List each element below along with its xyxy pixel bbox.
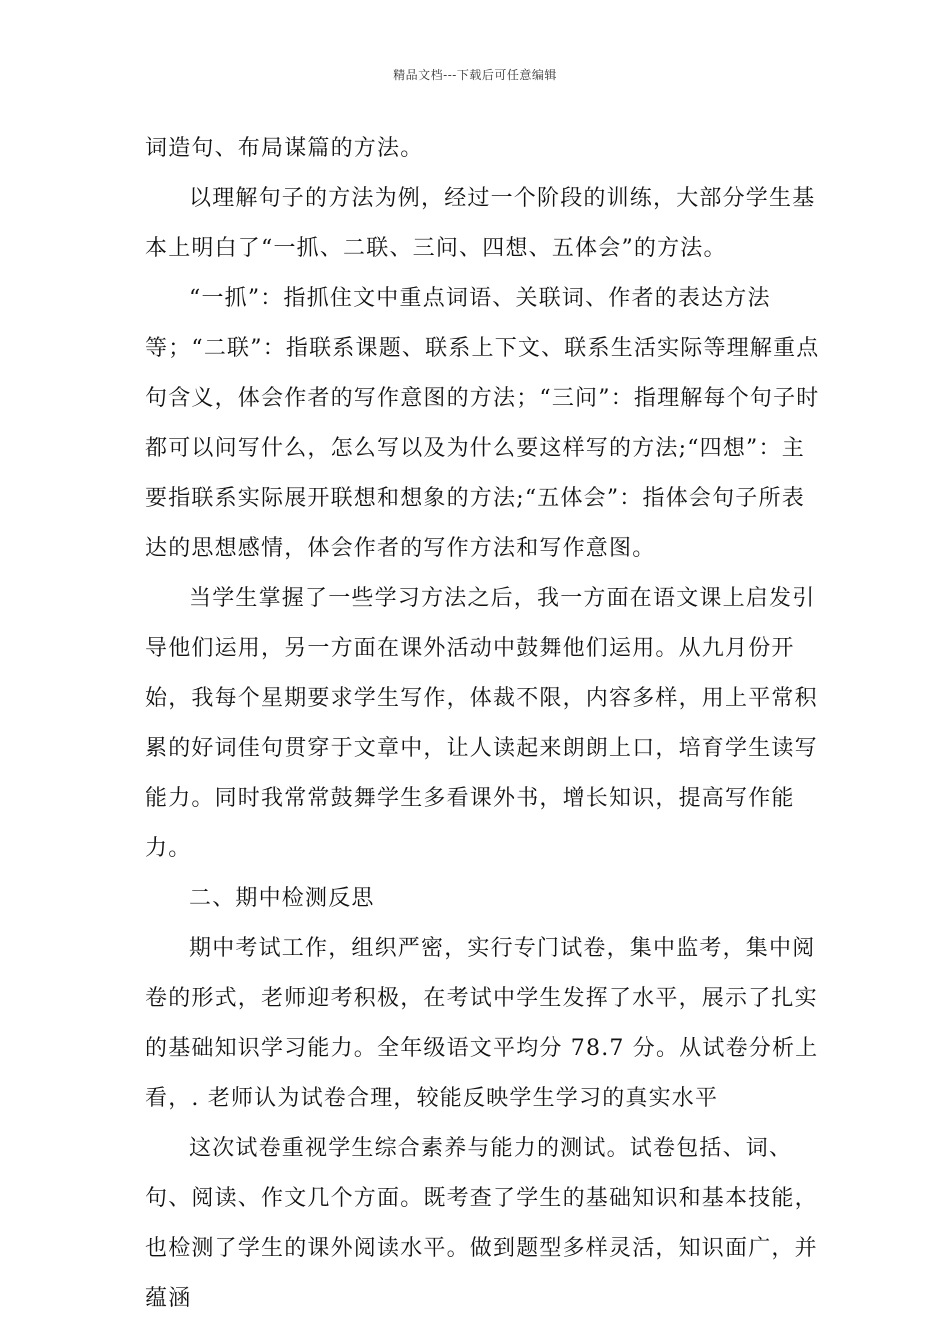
paragraph-continuation: 词造句、布局谋篇的方法。 [145, 136, 424, 161]
document-body [145, 124, 825, 1324]
paragraph: “一抓”：指抓住文中重点词语、关联词、作者的表达方法等；“二联”：指联系课题、联系上下文、联系生活实际等理解重点句含义，体会作者的写作意图的方法；“三问”：指理解每个句子时都可以问写什么，怎么写以及为什么要这样写的方法;“四想”：主要指联系实际展开联想和想象的方法;“五体会”：指体会句子所表达的思想感情，体会作者的写作方法和写作意图。 [145, 286, 820, 561]
paragraph: 以理解句子的方法为例，经过一个阶段的训练，大部分学生基本上明白了“一抓、二联、三问、四想、五体会”的方法。 [145, 186, 816, 261]
page-header: 精品文档---下载后可任意编辑 [393, 68, 557, 82]
paragraph: 期中考试工作，组织严密，实行专门试卷，集中监考，集中阅卷的形式，老师迎考积极，在考试中学生发挥了水平，展示了扎实的基础知识学习能力。全年级语文平均分 78.7 分。从试卷分析上看，. 老师认为试卷合理，较能反映学生学习的真实水平 [145, 936, 819, 1111]
paragraph: 当学生掌握了一些学习方法之后，我一方面在语文课上启发引导他们运用，另一方面在课外活动中鼓舞他们运用。从九月份开始，我每个星期要求学生写作，体裁不限，内容多样，用上平常积累的好词佳句贯穿于文章中，让人读起来朗朗上口，培育学生读写能力。同时我常常鼓舞学生多看课外书，增长知识，提高写作能力。 [145, 586, 818, 861]
paragraph: 这次试卷重视学生综合素养与能力的测试。试卷包括、词、句、阅读、作文几个方面。既考查了学生的基础知识和基本技能，也检测了学生的课外阅读水平。做到题型多样灵活，知识面广，并蕴涵 [145, 1136, 818, 1311]
section-heading: 二、期中检测反思 [189, 886, 375, 911]
